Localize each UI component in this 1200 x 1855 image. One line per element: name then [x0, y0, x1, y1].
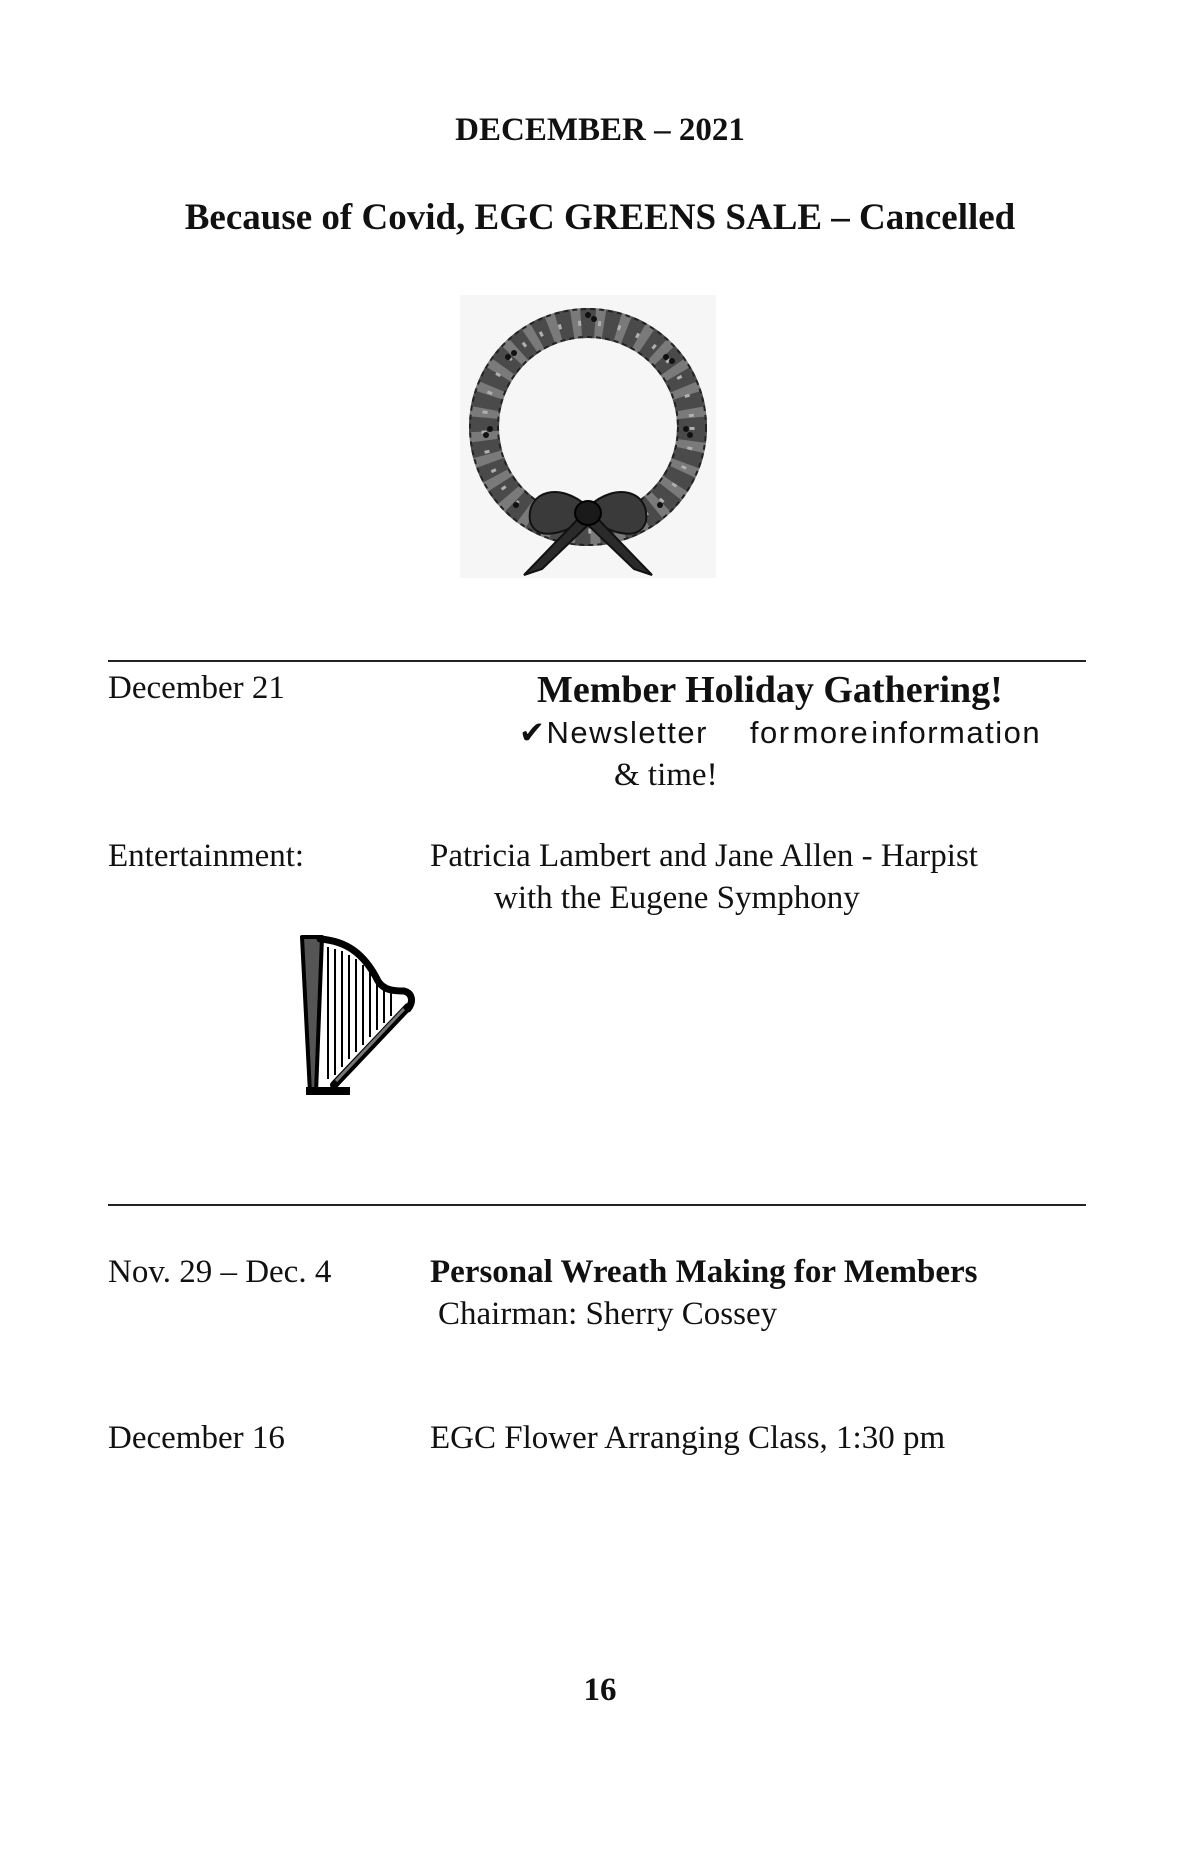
harp-icon: [300, 935, 418, 1097]
event-note-continued: & time!: [614, 757, 718, 793]
event-note: [519, 715, 1041, 751]
entertainment-label: Entertainment:: [108, 838, 305, 874]
event-title: EGC Flower Arranging Class, 1:30 pm: [430, 1420, 946, 1456]
note-word: more: [792, 715, 870, 750]
wreath-with-bow-icon: [460, 295, 716, 578]
cancellation-notice: Because of Covid, EGC GREENS SALE – Cancelled: [184, 197, 1016, 238]
note-word: for: [749, 715, 791, 750]
event-chairman: Chairman: Sherry Cossey: [438, 1296, 778, 1332]
event-date: Nov. 29 – Dec. 4: [108, 1254, 332, 1290]
event-title: Personal Wreath Making for Members: [430, 1254, 978, 1290]
page-number: 16: [583, 1672, 617, 1708]
event-date: December 16: [108, 1420, 285, 1456]
check-mark-icon: ✔: [519, 715, 547, 750]
section-divider: [108, 1204, 1086, 1206]
event-title: Member Holiday Gathering!: [537, 669, 1003, 711]
note-word: information: [871, 715, 1042, 750]
section-divider: [108, 660, 1086, 662]
entertainment-performers: Patricia Lambert and Jane Allen - Harpist: [430, 838, 978, 874]
entertainment-affiliation: with the Eugene Symphony: [494, 880, 860, 916]
event-date: December 21: [108, 670, 285, 706]
page-title: DECEMBER – 2021: [455, 112, 745, 148]
note-word: Newsletter: [546, 715, 708, 750]
